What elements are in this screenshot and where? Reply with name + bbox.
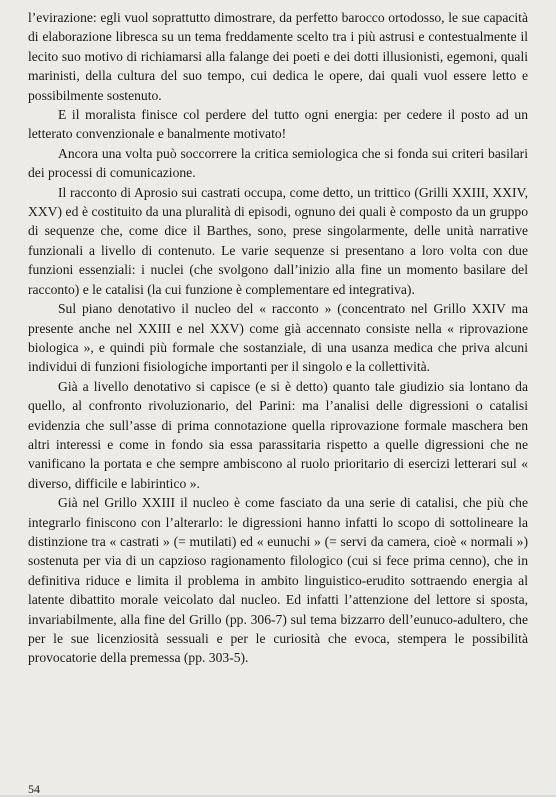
paragraph: Sul piano denotativo il nucleo del « racconto » (concentrato nel Grillo XXIV ma presente anche nel XXIII e nel XXV) come già accennato consiste nella « riprovazione biologica », e quindi più formale che sostanziale, di una usanza medica che priva alcuni individui di funzioni fisiologiche importanti per il singolo e la collettività. bbox=[28, 301, 528, 375]
paragraph: Già a livello denotativo si capisce (e si è detto) quanto tale giudizio sia lontano da quello, al confronto rivoluzionario, del Parini: ma l’analisi delle digressioni o catalisi evidenzia che sull’asse di prima connotazione quella riprovazione formale maschera ben altri interessi e come in fondo sia essa parassitaria rispetto a quelle digressioni che ne vanificano la portata e che sempre ambiscono al ruolo prioritario di esercizi letterari sul « diverso, difficile e labirintico ». bbox=[28, 378, 528, 491]
paragraph: Ancora una volta può soccorrere la critica semiologica che si fonda sui criteri basilari dei processi di comunicazione. bbox=[28, 145, 528, 181]
paragraph: Già nel Grillo XXIII il nucleo è come fasciato da una serie di catalisi, che più che integrarlo finiscono con l’alterarlo: le digressioni hanno infatti lo scopo di sottolineare la distinzione tra « castrati » (= mutilati) ed « eunuchi » (= servi da camera, cioè « normali ») sostenuta per via di un capzioso ragionamento filologico (cui si fece prima cenno), che in definitiva riduce e limita il problema in ambito linguistico-erudito sottraendo energia al latente dibattito morale veicolato dal nucleo. Ed infatti l’attenzione del lettore si sposta, invariabilmente, alla fine del Grillo (pp. 306-7) sul tema bizzarro dell’eunuco-adultero, che per le sue licenziosità sessuali e per le curiosità che evoca, stempera le possibilità provocatorie della premessa (pp. 303-5). bbox=[28, 495, 528, 666]
body-text bbox=[28, 8, 528, 668]
paragraph: Il racconto di Aprosio sui castrati occupa, come detto, un trittico (Grilli XXIII, XXIV, XXV) ed è costituito da una pluralità di episodi, ognuno dei quali è composto da un gruppo di sequenze che, come dice il Barthes, sono, prese singolarmente, delle unità narrative funzionali a livello di contenuto. Le varie sequenze si presentano a loro volta con due funzioni essenziali: i nuclei (che svolgono dall’inizio alla fine un momento basilare del racconto) e le catalisi (la cui funzione è complementare ed integrativa). bbox=[28, 184, 528, 297]
page-number: 54 bbox=[28, 782, 40, 796]
paragraph: E il moralista finisce col perdere del tutto ogni energia: per cedere il posto ad un letterato convenzionale e banalmente motivato! bbox=[28, 107, 528, 142]
paragraph: l’evirazione: egli vuol soprattutto dimostrare, da perfetto barocco ortodosso, le sue capacità di elaborazione libresca su un tema freddamente scelto tra i più astrusi e contestualmente il lecito suo motivo di richiamarsi alla falange dei poeti e dei dotti illusionisti, egemoni, quali marinisti, della cultura del suo tempo, cui dedica le opere, dai quali vuol essere letto e possibilmente sostenuto. bbox=[28, 10, 528, 103]
